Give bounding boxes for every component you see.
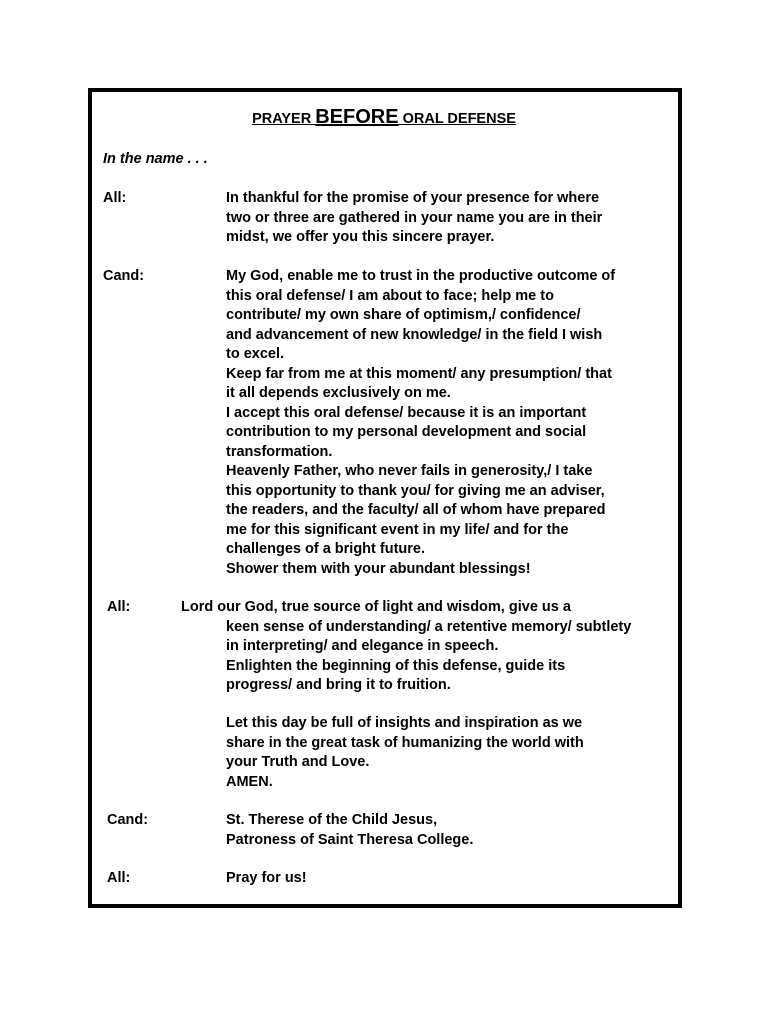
page-title xyxy=(0,106,768,129)
prayer-line: challenges of a bright future. xyxy=(226,541,425,557)
prayer-line: and advancement of new knowledge/ in the field I wish xyxy=(226,326,603,343)
prayer-line: your Truth and Love. xyxy=(226,754,370,770)
prayer-line: me for this significant event in my life/ and for the xyxy=(226,521,569,538)
prayer-line: Keep far from me at this moment/ any presumption/ that xyxy=(226,365,612,382)
prayer-line: midst, we offer you this sincere prayer. xyxy=(226,229,495,245)
prayer-line: Let this day be full of insights and inspiration as we xyxy=(226,715,583,731)
prayer-line: contribution to my personal development and social xyxy=(226,424,587,440)
prayer-line: Lord our God, true source of light and wisdom, give us a xyxy=(181,599,571,615)
prayer-line: Heavenly Father, who never fails in generosity,/ I take xyxy=(226,463,593,479)
speaker-label: All: xyxy=(107,599,131,615)
prayer-line: contribute/ my own share of optimism,/ confidence/ xyxy=(226,307,581,323)
title-emphasis: BEFORE xyxy=(315,106,399,128)
prayer-line: in interpreting/ and elegance in speech. xyxy=(226,638,499,654)
prayer-line: keen sense of understanding/ a retentive memory/ subtlety xyxy=(226,618,632,635)
prayer-line: Pray for us! xyxy=(226,870,307,886)
prayer-line: this oral defense/ I am about to face; help me to xyxy=(226,287,554,304)
title-suffix: ORAL DEFENSE xyxy=(398,111,516,127)
prayer-line: I accept this oral defense/ because it is an important xyxy=(226,404,587,421)
prayer-line: it all depends exclusively on me. xyxy=(226,385,451,401)
prayer-line: this opportunity to thank you/ for giving me an adviser, xyxy=(226,482,605,499)
prayer-line: two or three are gathered in your name you are in their xyxy=(226,209,603,226)
prayer-line: share in the great task of humanizing the world with xyxy=(226,734,584,751)
title-prefix: PRAYER xyxy=(252,111,316,127)
prayer-line: the readers, and the faculty/ all of whom have prepared xyxy=(226,502,606,518)
speaker-label: All: xyxy=(107,870,131,886)
speaker-label: Cand: xyxy=(103,268,145,284)
prayer-line: to excel. xyxy=(226,346,285,362)
speaker-label: Cand: xyxy=(107,812,149,828)
prayer-line: progress/ and bring it to fruition. xyxy=(226,677,451,693)
prayer-line: My God, enable me to trust in the productive outcome of xyxy=(226,268,616,284)
prayer-line: transformation. xyxy=(226,443,333,460)
prayer-line: Shower them with your abundant blessings! xyxy=(226,560,531,577)
prayer-line: AMEN. xyxy=(226,773,273,790)
intro-line: In the name . . . xyxy=(103,151,208,167)
speaker-label: All: xyxy=(103,190,127,206)
prayer-line: St. Therese of the Child Jesus, xyxy=(226,812,438,828)
prayer-line: Patroness of Saint Theresa College. xyxy=(226,831,474,848)
prayer-line: In thankful for the promise of your presence for where xyxy=(226,190,600,206)
prayer-line: Enlighten the beginning of this defense, guide its xyxy=(226,657,566,674)
